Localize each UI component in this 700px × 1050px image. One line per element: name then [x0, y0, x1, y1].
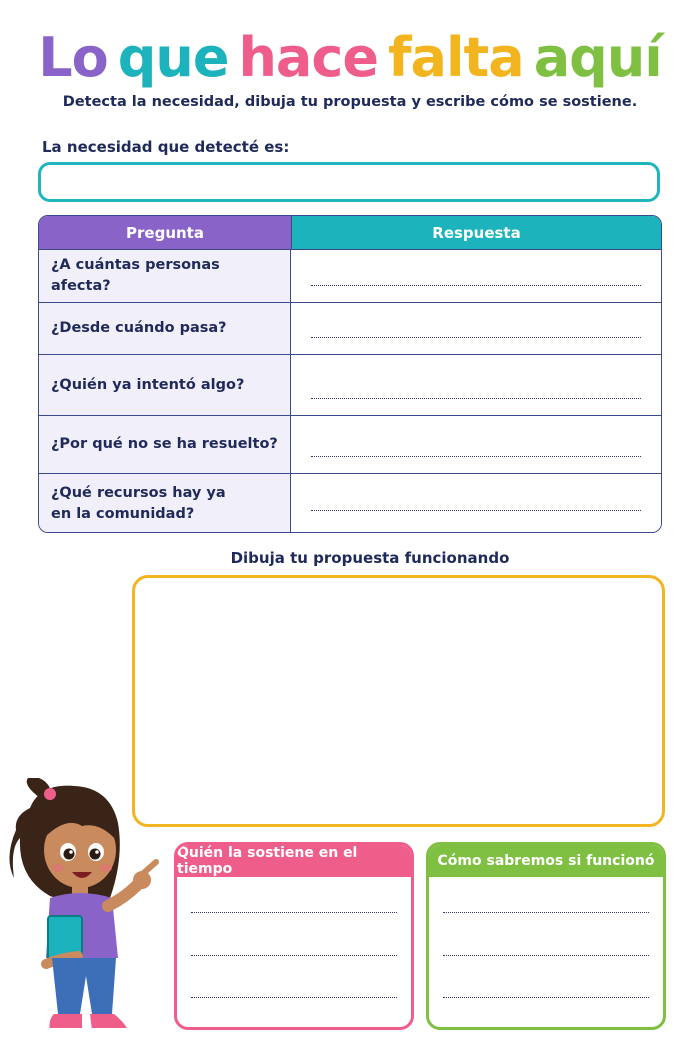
- writing-line[interactable]: [191, 997, 397, 998]
- answer-line: [311, 398, 641, 399]
- writing-line[interactable]: [443, 912, 649, 913]
- card-sustain: [174, 842, 414, 1030]
- draw-label: Dibuja tu propuesta funcionando: [230, 549, 510, 567]
- table-row: [39, 415, 661, 473]
- drawing-area[interactable]: [132, 575, 665, 827]
- question-cell: ¿Por qué no se ha resuelto?: [39, 416, 291, 473]
- answer-cell[interactable]: [291, 303, 661, 354]
- page-subtitle: Detecta la necesidad, dibuja tu propuesta y escribe cómo se sostiene.: [62, 94, 638, 110]
- questions-table: [38, 215, 662, 533]
- answer-cell[interactable]: [291, 416, 661, 473]
- card-success-title: Cómo sabremos si funcionó: [429, 845, 663, 877]
- answer-line: [311, 285, 641, 286]
- card-sustain-title: Quién la sostiene en el tiempo: [177, 845, 411, 877]
- title-word-1: Lo: [38, 26, 108, 89]
- table-row: [39, 302, 661, 354]
- header-pregunta: Pregunta: [39, 216, 292, 249]
- writing-line[interactable]: [191, 912, 397, 913]
- title-word-2: que: [117, 26, 229, 89]
- title-word-4: falta: [388, 26, 524, 89]
- question-cell: ¿A cuántas personas afecta?: [39, 250, 291, 302]
- card-success: [426, 842, 666, 1030]
- answer-cell[interactable]: [291, 355, 661, 415]
- question-cell: ¿Quién ya intentó algo?: [39, 355, 291, 415]
- question-cell: ¿Desde cuándo pasa?: [39, 303, 291, 354]
- answer-line: [311, 337, 641, 338]
- table-row: [39, 473, 661, 533]
- answer-line: [311, 456, 641, 457]
- title-word-3: hace: [238, 26, 379, 89]
- table-row: [39, 354, 661, 415]
- page-title: [0, 26, 700, 90]
- table-header: [39, 216, 661, 249]
- writing-line[interactable]: [191, 955, 397, 956]
- answer-cell[interactable]: [291, 250, 661, 302]
- need-label: La necesidad que detecté es:: [42, 138, 290, 156]
- question-cell: ¿Qué recursos hay ya en la comunidad?: [39, 474, 291, 533]
- answer-line: [311, 510, 641, 511]
- girl-illustration: [0, 778, 170, 1040]
- title-word-5: aquí: [533, 26, 662, 89]
- answer-cell[interactable]: [291, 474, 661, 533]
- header-respuesta: Respuesta: [292, 216, 661, 249]
- writing-line[interactable]: [443, 997, 649, 998]
- hair-tie: [44, 788, 56, 800]
- writing-line[interactable]: [443, 955, 649, 956]
- need-input-box[interactable]: [38, 162, 660, 202]
- table-row: [39, 249, 661, 302]
